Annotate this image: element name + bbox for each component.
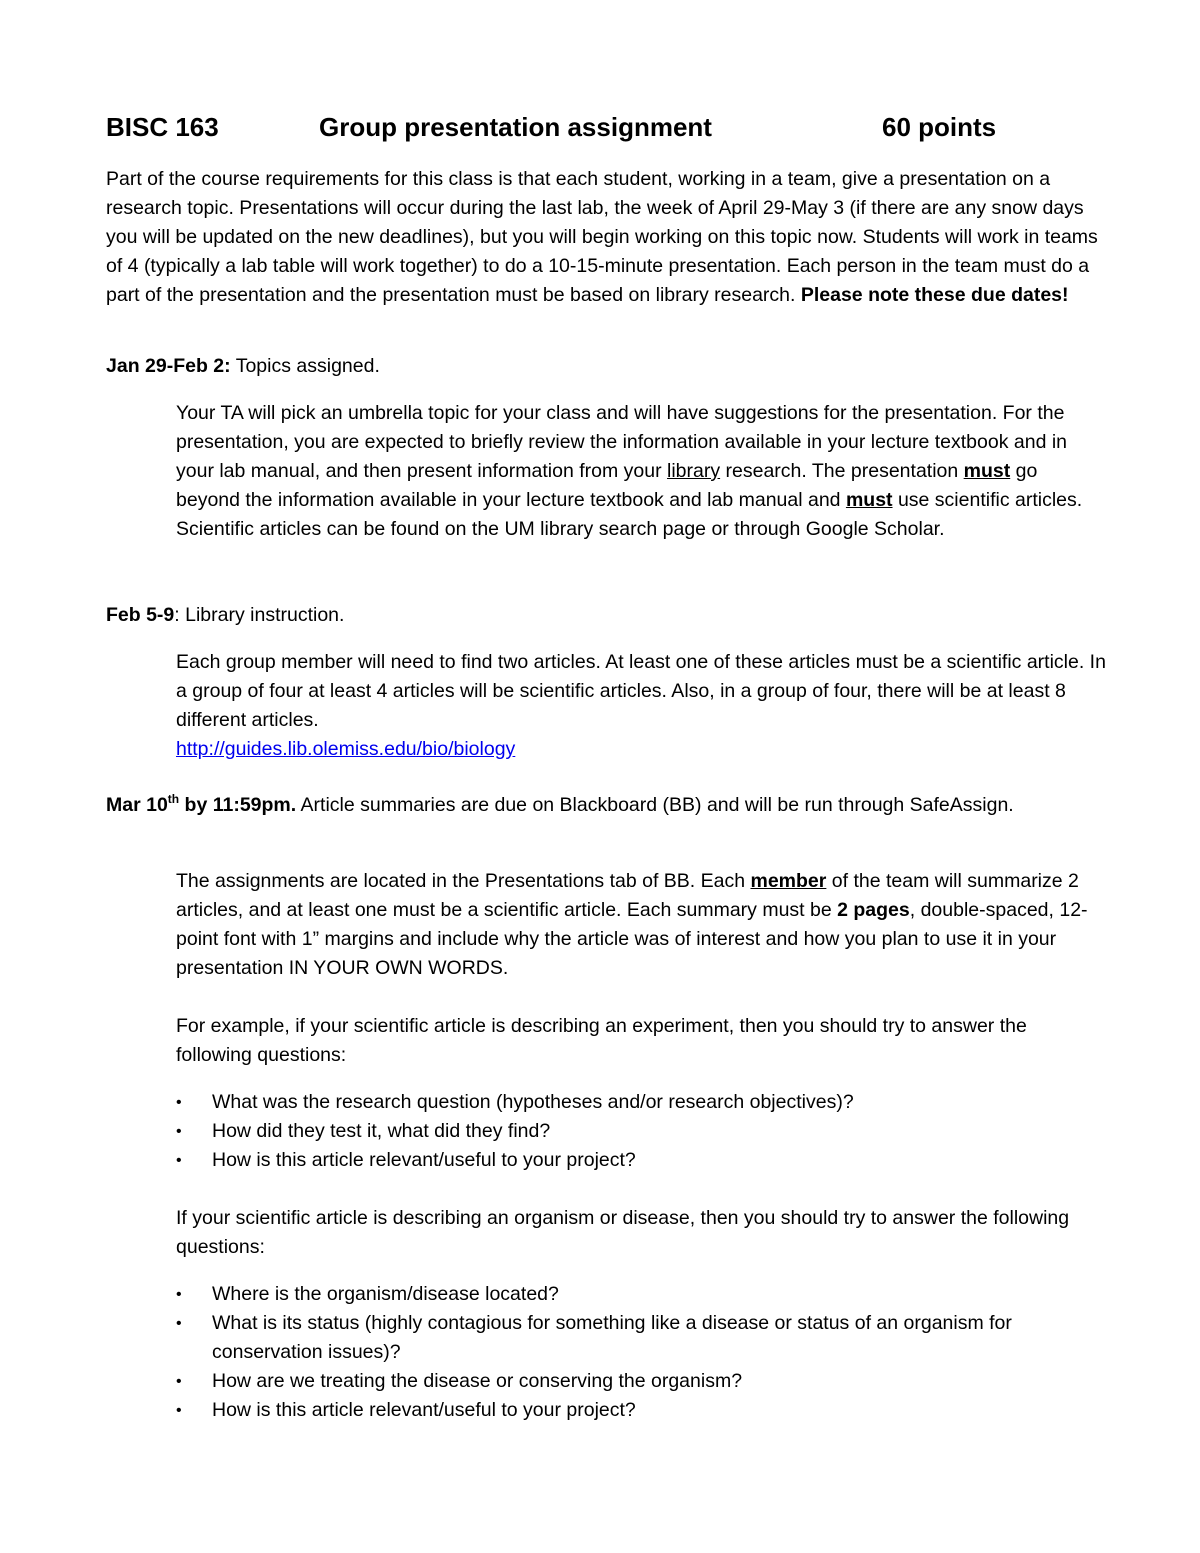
biology-guide-link[interactable]: http://guides.lib.olemiss.edu/bio/biology (176, 738, 516, 760)
must-emphasis: must (963, 460, 1011, 482)
library-underlined: library (667, 460, 721, 482)
must-emphasis: must (845, 489, 893, 511)
due-dates-note: Please note these due dates! (800, 284, 1069, 306)
library-date: Feb 5-9 (106, 604, 175, 626)
bullet-icon: • (176, 1402, 182, 1419)
library-paragraph: Each group member will need to find two articles. At least one of these articles must be a scientific article. In a group of four at least 4 articles will be scientific articles. Also, in a group of four, there will be at least 8 different articles. http://guides.lib.olemiss.edu/bio/biology (176, 651, 1106, 760)
list-item: • What is its status (highly contagious for something like a disease or status of an organism for conservation issues)? (176, 1309, 1106, 1367)
summaries-paragraph: The assignments are located in the Presentations tab of BB. Each member of the team will summarize 2 articles, and at least one must be a scientific article. Each summary must be 2 pages, double-spaced, 12-point font with 1” margins and include why the article was of interest and how you plan to use it in your presentation IN YOUR OWN WORDS. (176, 870, 1088, 979)
list-item: • What was the research question (hypotheses and/or research objectives)? (176, 1088, 1106, 1117)
organism-questions-list (176, 1280, 1106, 1425)
organism-intro: If your scientific article is describing an organism or disease, then you should try to answer the following questions: (176, 1207, 1070, 1258)
experiment-intro: For example, if your scientific article is describing an experiment, then you should try to answer the following questions: (176, 1015, 1027, 1066)
bullet-icon: • (176, 1315, 182, 1332)
course-code: BISC 163 (106, 112, 219, 142)
summaries-heading: Mar 10th by 11:59pm. Article summaries are due on Blackboard (BB) and will be run through SafeAssign. (106, 792, 1014, 816)
list-item: • How did they test it, what did they find? (176, 1117, 1106, 1146)
topics-date: Jan 29-Feb 2: (106, 355, 231, 377)
pages-emphasis: 2 pages (837, 899, 910, 921)
list-item: • How is this article relevant/useful to your project? (176, 1146, 1106, 1175)
bullet-icon: • (176, 1286, 182, 1303)
bullet-icon: • (176, 1152, 182, 1169)
list-item: • How is this article relevant/useful to your project? (176, 1396, 1106, 1425)
assignment-title: Group presentation assignment (319, 112, 712, 142)
list-item: • How are we treating the disease or conserving the organism? (176, 1367, 1106, 1396)
summaries-date: Mar 10th by 11:59pm. (106, 792, 297, 816)
member-emphasis: member (750, 870, 827, 892)
bullet-icon: • (176, 1123, 182, 1140)
intro-paragraph: Part of the course requirements for this class is that each student, working in a team, give a presentation on a research topic. Presentations will occur during the last lab, the week of April 29-May 3 (if there are any snow days you will be updated on the new deadlines), but you will begin working on this topic now. Students will work in teams of 4 (typically a lab table will work together) to do a 10-15-minute presentation. Each person in the team must do a part of the presentation and the presentation must be based on library research. Please note these due dates! (106, 168, 1098, 306)
topics-heading: Jan 29-Feb 2: Topics assigned. (106, 355, 380, 377)
list-item: • Where is the organism/disease located? (176, 1280, 1106, 1309)
bullet-icon: • (176, 1373, 182, 1390)
experiment-questions-list (176, 1088, 1106, 1175)
topics-paragraph: Your TA will pick an umbrella topic for your class and will have suggestions for the presentation. For the presentation, you are expected to briefly review the information available in your lecture textbook and in your lab manual, and then present information from your library research. The presentation must go beyond the information available in your lecture textbook and lab manual and must use scientific articles. Scientific articles can be found on the UM library search page or through Google Scholar. (176, 402, 1083, 540)
library-heading: Feb 5-9: Library instruction. (106, 604, 345, 626)
points-value: 60 points (882, 112, 997, 142)
bullet-icon: • (176, 1094, 182, 1111)
